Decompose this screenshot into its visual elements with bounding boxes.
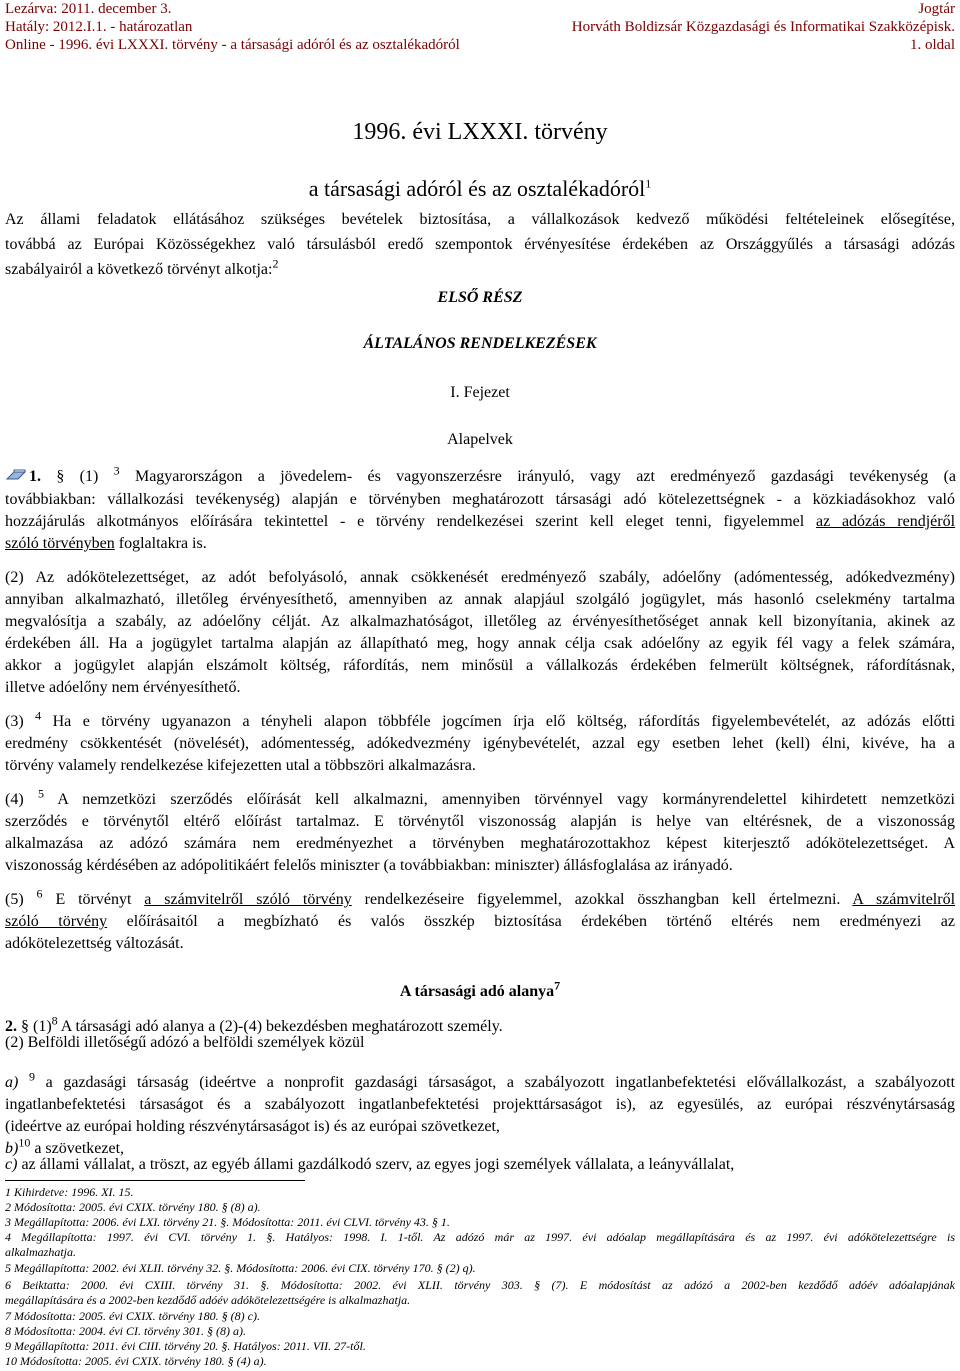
s1-p1-text-3: hozzájárulás alkotmányos előírására tekintettel - e törvény rendelkezései szerint kell eleget tenni, figyelemmel — [5, 513, 816, 530]
footnote-ref-6[interactable]: 6 — [36, 886, 43, 901]
s1-p5-line-2 — [5, 912, 955, 932]
footnote-ref-8[interactable]: 8 — [51, 1013, 58, 1028]
footnote-6: 6 Beiktatta: 2000. évi CXIII. törvény 31. §. Módosította: 2002. évi XLII. törvény 303. § (7). E módosítást az adózó a 2002-ben kezdődő adóév adóalapjának — [5, 1278, 955, 1292]
law-subtitle — [0, 175, 960, 203]
link-adozas-rendjerol[interactable]: az adózás rendjéről — [815, 513, 956, 530]
footnote-ref-9[interactable]: 9 — [28, 1069, 35, 1084]
s1-p3-line-2: eredmény csökkentését (növelését), adómentesség, adókedvezmény igénybevételét, azzal egy esetben lehet (kell) élni, kivéve, ha a — [5, 735, 955, 752]
law-subtitle-text: a társasági adóról és az osztalékadóról — [308, 176, 646, 201]
footnote-ref-10[interactable]: 10 — [18, 1135, 31, 1150]
s1-p4-text-1: A nemzetközi szerződés előírását kell alkalmazni, amennyiben törvénnyel vagy kormányrendelettel kihirdetett nemzetközi — [57, 791, 955, 808]
footnote-5: 5 Megállapította: 2002. évi XLII. törvény 32. §. Módosította: 2006. évi CIX. törvény 170. § (2) q). — [5, 1261, 476, 1275]
s1-p4-lead: (4) — [5, 791, 24, 808]
footnote-7: 7 Módosította: 2005. évi CXIX. törvény 180. § (8) c). — [5, 1309, 260, 1323]
footnote-6-cont: megállapítására és a 2002-ben kezdődő adóév adókötelezettségére is alkalmazhatja. — [5, 1293, 411, 1307]
s1-p1-line-1 — [5, 463, 957, 487]
section-title — [5, 978, 955, 1002]
footnote-3: 3 Megállapította: 2006. évi LXI. törvény 21. §. Módosította: 2011. évi CLVI. törvény 43. § 1. — [5, 1215, 450, 1229]
footnote-9: 9 Megállapította: 2011. évi CIII. törvény 20. §. Hatályos: 2011. VII. 27-től. — [5, 1339, 366, 1353]
chapter-title: Alapelvek — [447, 431, 513, 448]
law-title: 1996. évi LXXXI. törvény — [352, 119, 608, 145]
footnote-ref-2[interactable]: 2 — [272, 256, 279, 271]
s1-p1-line-2: továbbiakban: vállalkozási tevékenység) alapján e törvényben meghatározott társasági adó kötelezettségnek - a közkiadásokhoz való — [5, 491, 955, 508]
s1-p1-text-1: Magyarországon a jövedelem- és vagyonszerzésre irányuló, vagy azt eredményező gazdasági tevékenység (a — [134, 468, 957, 485]
s2-c-line — [5, 1155, 955, 1175]
link-szolo-torveny[interactable]: szóló törvény — [5, 913, 108, 930]
header-page-number: 1. oldal — [910, 37, 955, 53]
s2-c-text: az állami vállalat, a tröszt, az egyéb állami gazdálkodó szerv, az egyes jogi személyek vállalata, a leányvállalat, — [21, 1156, 735, 1173]
s1-p5-line-3: adókötelezettség változását. — [5, 935, 184, 952]
footnote-10: 10 Módosította: 2005. évi CXIX. törvény 180. § (4) a). — [5, 1354, 267, 1368]
s1-p2-line-2: annyiban alkalmazható, illetőleg érvényesíthető, amennyiben az annak alapjául szolgáló jogügylet, más hasonló cselekmény tartalma — [5, 591, 955, 608]
header-left — [5, 0, 460, 54]
s1-p1-text-4: foglaltakra is. — [114, 535, 207, 552]
link-a-szamvitelrol[interactable]: A számvitelről — [852, 891, 956, 908]
chapter-heading: I. Fejezet — [450, 384, 510, 401]
s2-b-letter: b) — [5, 1140, 19, 1157]
s2-a-text-1: a gazdasági társaság (ideértve a nonprofit gazdasági társaságot, a szabályozott ingatlanbefektetési elővállalkozást, a szabályozott — [45, 1074, 956, 1091]
s1-p2-line-6: illetve adóelőny nem érvényesíthető. — [5, 679, 241, 696]
s1-p1-line-3 — [5, 512, 955, 532]
header-school: Horváth Boldizsár Közgazdasági és Informatikai Szakközépisk. — [571, 19, 955, 35]
s2-a-letter: a) — [5, 1074, 19, 1091]
s2-line-2: (2) Belföldi illetőségű adózó a belföldi személyek közül — [5, 1034, 365, 1051]
footnote-ref-5[interactable]: 5 — [37, 786, 44, 801]
s1-p5-text-3: előírásaitól a megbízható és valós összkép biztosítása érdekében történő eltérés nem eredményezi az — [107, 913, 956, 930]
preamble-line-2: továbbá az Európai Közösségekhez való társulásból eredő szempontok érvényesítése érdekében az Országgyűlés a társasági adózás — [5, 236, 955, 253]
paragraph-link-icon[interactable] — [5, 469, 27, 483]
s1-p5-lead: (5) — [5, 891, 24, 908]
footnote-4-cont: alkalmazhatja. — [5, 1245, 76, 1259]
header-online: Online - 1996. évi LXXXI. törvény - a társasági adóról és az osztalékadóról — [5, 37, 460, 53]
preamble-line-3 — [5, 256, 955, 280]
link-szolo-torvenyben[interactable]: szóló törvényben — [5, 535, 115, 552]
link-szamviteli-torveny[interactable]: a számvitelről szóló törvény — [144, 891, 352, 908]
s1-p3-line-3: törvény valamely rendelkezése kifejezetten utal a többszöri alkalmazásra. — [5, 757, 476, 774]
footnote-4: 4 Megállapította: 1997. évi CVI. törvény 1. §. Hatályos: 1998. I. 1-től. Az adózó már az 1997. évi adóalap megállapítására és az 1997. évi adókötelezettségre is — [5, 1230, 955, 1244]
footnote-ref-4[interactable]: 4 — [35, 708, 42, 723]
s2-lead: § (1) — [21, 1018, 52, 1035]
s1-p5-text-2: rendelkezéseire figyelemmel, azokkal összhangban kell értelmezni. — [351, 891, 853, 908]
s2-number: 2. — [5, 1018, 17, 1035]
s1-p4-line-4: viszonosság kérdésében az adópolitikáért felelős miniszter (a továbbiakban: miniszter) állásfoglalása az irányadó. — [5, 857, 733, 874]
footnote-2: 2 Módosította: 2005. évi CXIX. törvény 180. § (8) a). — [5, 1200, 261, 1214]
s1-p3-lead: (3) — [5, 713, 24, 730]
s1-number: 1. — [29, 468, 41, 485]
s1-p4-line-1 — [5, 786, 955, 810]
header-hataly: Hatály: 2012.I.1. - határozatlan — [5, 19, 193, 35]
part-title: ÁLTALÁNOS RENDELKEZÉSEK — [363, 335, 597, 352]
s2-text-1: A társasági adó alanya a (2)-(4) bekezdésben meghatározott személy. — [60, 1018, 503, 1035]
s1-p2-line-4: érdekében áll. Ha a jogügylet tartalma alapján az állapítható meg, hogy annak célja csak adóelőny az egyik fél vagy a felek számára, — [5, 635, 955, 652]
s1-p2-line-5: akkor a jogügylet alapján elszámolt költség, ráfordítás, nem minősül a vállalkozás érdekében felmerült költségnek, ráfordításnak, — [5, 657, 955, 674]
s1-p4-line-3: alkalmazása az adózó számára nem eredményezhet a törvényben meghatározottakhoz képest kiterjesztő adókötelezettséget. A — [5, 835, 955, 852]
s2-a-line-2: ingatlanbefektetési társaságot és a szabályozott ingatlanbefektetési projekttársaságot is), az egyesülés, az európai részvénytársaság — [5, 1096, 955, 1113]
s2-c-letter: c) — [5, 1156, 18, 1173]
s2-a-line-1 — [5, 1069, 956, 1093]
s2-a-line-3: (ideértve az európai holding részvénytársaságot is) és az európai szövetkezet, — [5, 1118, 500, 1135]
footnote-ref-3[interactable]: 3 — [113, 463, 120, 478]
s1-p5-line-1 — [5, 886, 956, 910]
s1-p1-line-4 — [5, 534, 955, 554]
s2-b-text: a szövetkezet, — [34, 1140, 125, 1157]
section-title-text: A társasági adó alanya — [399, 983, 555, 1000]
s1-p5-text-1: E törvényt — [55, 891, 145, 908]
footnote-8: 8 Módosította: 2004. évi CI. törvény 301. § (8) a). — [5, 1324, 246, 1338]
s1-p2-line-1: (2) Az adókötelezettséget, az adót befolyásoló, annak csökkenését eredményező szabály, adóelőny (adómentesség, adókedvezmény) — [5, 569, 955, 586]
preamble-line-1: Az állami feladatok ellátásához szükséges bevételek biztosítása, a vállalkozások kedvező működési feltételeinek elősegítése, — [5, 211, 955, 228]
footnote-separator — [5, 1180, 305, 1181]
part-heading: ELSŐ RÉSZ — [437, 289, 523, 306]
preamble-line-3-text: szabályairól a következő törvényt alkotja: — [5, 261, 273, 278]
header-lezarva: Lezárva: 2011. december 3. — [5, 1, 172, 17]
s1-p3-text-1: Ha e törvény ugyanazon a tényheli alapon többféle jogcímen írja elő költség, ráfordítás figyelembevételét, az adózás előtti — [52, 713, 956, 730]
footnote-1: 1 Kihirdetve: 1996. XI. 15. — [5, 1185, 134, 1199]
s1-p3-line-1 — [5, 708, 956, 732]
s1-p4-line-2: szerződés e törvénytől eltérő előírást tartalmaz. E törvénytől viszonosság alapján is helye van eltérésnek, de a viszonosság — [5, 813, 955, 830]
header-right — [572, 0, 955, 54]
footnote-ref-1[interactable]: 1 — [645, 176, 652, 191]
s1-p1-lead: § (1) — [56, 468, 99, 485]
s1-p2-line-3: megvalósítja a szabály, az adóelőny célját. Az alkalmazhatóságot, illetőleg az érvényesíthetőséget annak kell bizonyítania, akinek az — [5, 613, 955, 630]
header-jogtar: Jogtár — [918, 1, 955, 17]
footnote-ref-7[interactable]: 7 — [554, 978, 561, 993]
